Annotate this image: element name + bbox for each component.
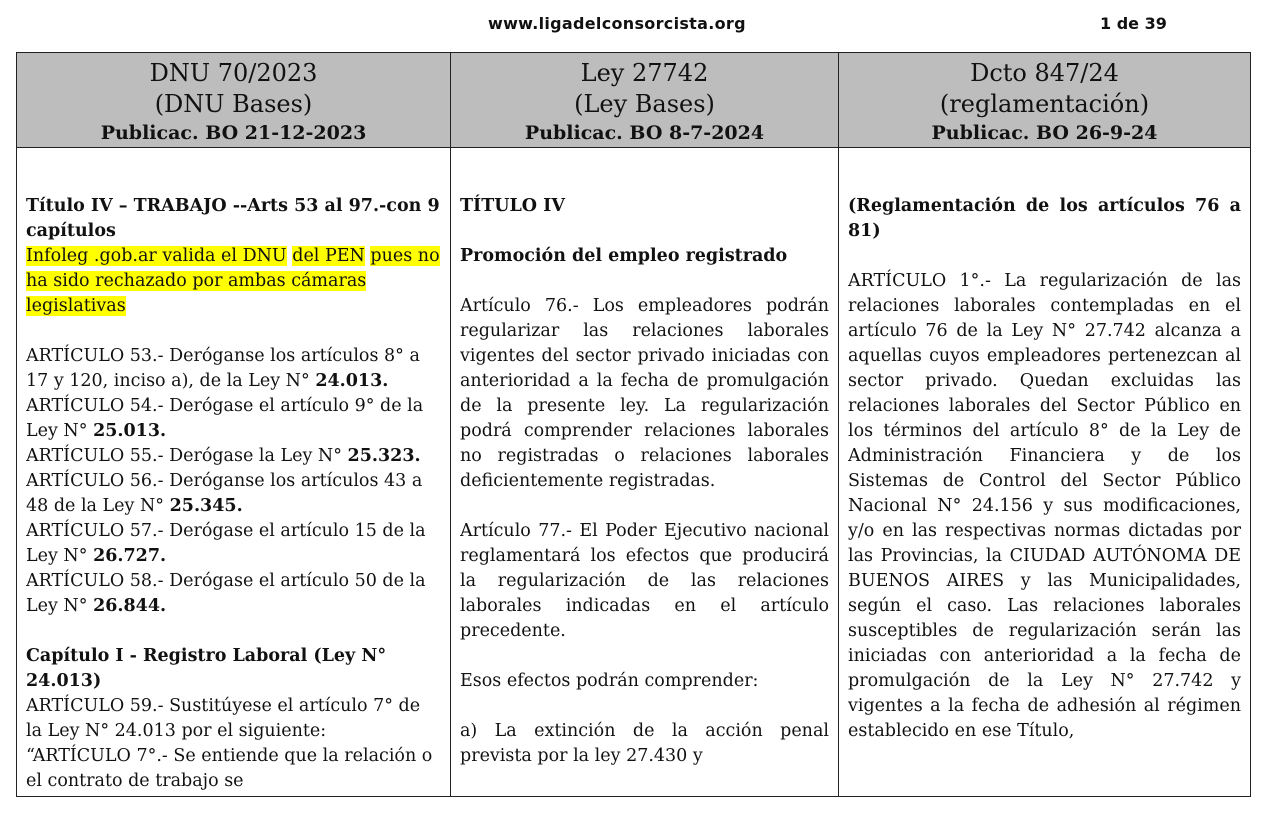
column-dnu-content <box>17 148 451 797</box>
section-heading: Promoción del empleo registrado <box>460 246 788 266</box>
column-publication: Publicac. BO 21-12-2023 <box>100 122 367 144</box>
effects-intro: Esos efectos podrán comprender: <box>460 671 759 691</box>
column-subtitle: (Ley Bases) <box>574 90 715 118</box>
column-header-dnu <box>17 53 451 148</box>
comparison-table <box>16 52 1251 797</box>
highlight-pen: del PEN <box>292 246 365 266</box>
column-subtitle: (DNU Bases) <box>154 90 313 118</box>
column-header-decreto <box>839 53 1251 148</box>
column-ley-content <box>451 148 839 797</box>
site-url[interactable]: www.ligadelconsorcista.org <box>488 14 746 33</box>
article-59: ARTÍCULO 59.- Sustitúyese el artículo 7° de la Ley N° 24.013 por el siguiente: <box>26 696 421 741</box>
column-publication: Publicac. BO 8-7-2024 <box>524 122 765 144</box>
article-58: ARTÍCULO 58.- Derógase el artículo 50 de la Ley N° 26.844. <box>26 571 426 616</box>
header-row <box>17 53 1251 148</box>
title-heading: TÍTULO IV <box>460 196 565 216</box>
article-57: ARTÍCULO 57.- Derógase el artículo 15 de la Ley N° 26.727. <box>26 521 426 566</box>
column-publication: Publicac. BO 26-9-24 <box>931 122 1158 144</box>
column-subtitle: (reglamentación) <box>939 90 1150 118</box>
article-1: ARTÍCULO 1°.- La regularización de las relaciones laborales contempladas en el artículo 76 de la Ley N° 27.742 alcanza a aquellas cuyos empleadores pertenezcan al sector privado. Quedan excluidas las relaciones laborales del Sector Público en los términos del artículo 8° de la Ley de Administración Financiera y de los Sistemas de Control del Sector Público Nacional N° 24.156 y sus modificaciones, y/o en las respectivas normas dictadas por las Provincias, la CIUDAD AUTÓNOMA DE BUENOS AIRES y las Municipalidades, según el caso. Las relaciones laborales susceptibles de regularización serán las iniciadas con anterioridad a la fecha de promulgación de la Ley N° 27.742 y vigentes a la fecha de adhesión al régimen establecido en ese Título, <box>848 271 1241 741</box>
page-header <box>0 14 1286 36</box>
article-55: ARTÍCULO 55.- Derógase la Ley N° 25.323. <box>26 446 421 466</box>
column-header-ley <box>451 53 839 148</box>
regulation-heading: (Reglamentación de los artículos 76 a 81) <box>848 196 1241 241</box>
chapter-heading: Capítulo I - Registro Laboral (Ley N° 24.013) <box>26 646 387 691</box>
article-53: ARTÍCULO 53.- Deróganse los artículos 8° a 17 y 120, inciso a), de la Ley N° 24.013. <box>26 346 420 391</box>
highlight-not-rejected: pues no ha sido rechazado por ambas cámaras legislativas <box>26 246 440 316</box>
content-row <box>17 148 1251 797</box>
column-decreto-content <box>839 148 1251 797</box>
article-54: ARTÍCULO 54.- Derógase el artículo 9° de la Ley N° 25.013. <box>26 396 424 441</box>
article-56: ARTÍCULO 56.- Deróganse los artículos 43 a 48 de la Ley N° 25.345. <box>26 471 423 516</box>
article-59-quote: “ARTÍCULO 7°.- Se entiende que la relación o el contrato de trabajo se <box>26 746 433 791</box>
article-77: Artículo 77.- El Poder Ejecutivo nacional reglamentará los efectos que producirá la regularización de las relaciones laborales indicadas en el artículo precedente. <box>460 521 829 641</box>
title-iv-heading: Título IV – TRABAJO --Arts 53 al 97.-con 9 capítulos <box>26 196 440 241</box>
validity-note <box>26 244 441 319</box>
highlight-infoleg: Infoleg .gob.ar valida el DNU <box>26 246 287 266</box>
effects-item-a: a) La extinción de la acción penal prevista por la ley 27.430 y <box>460 721 829 766</box>
article-76: Artículo 76.- Los empleadores podrán regularizar las relaciones laborales vigentes del sector privado iniciadas con anterioridad a la fecha de promulgación de la presente ley. La regularización podrá comprender relaciones laborales no registradas o relaciones laborales deficientemente registradas. <box>460 296 829 491</box>
page-number: 1 de 39 <box>1100 14 1167 33</box>
column-title: Ley 27742 <box>580 59 709 87</box>
column-title: DNU 70/2023 <box>149 59 318 87</box>
column-title: Dcto 847/24 <box>970 59 1119 87</box>
